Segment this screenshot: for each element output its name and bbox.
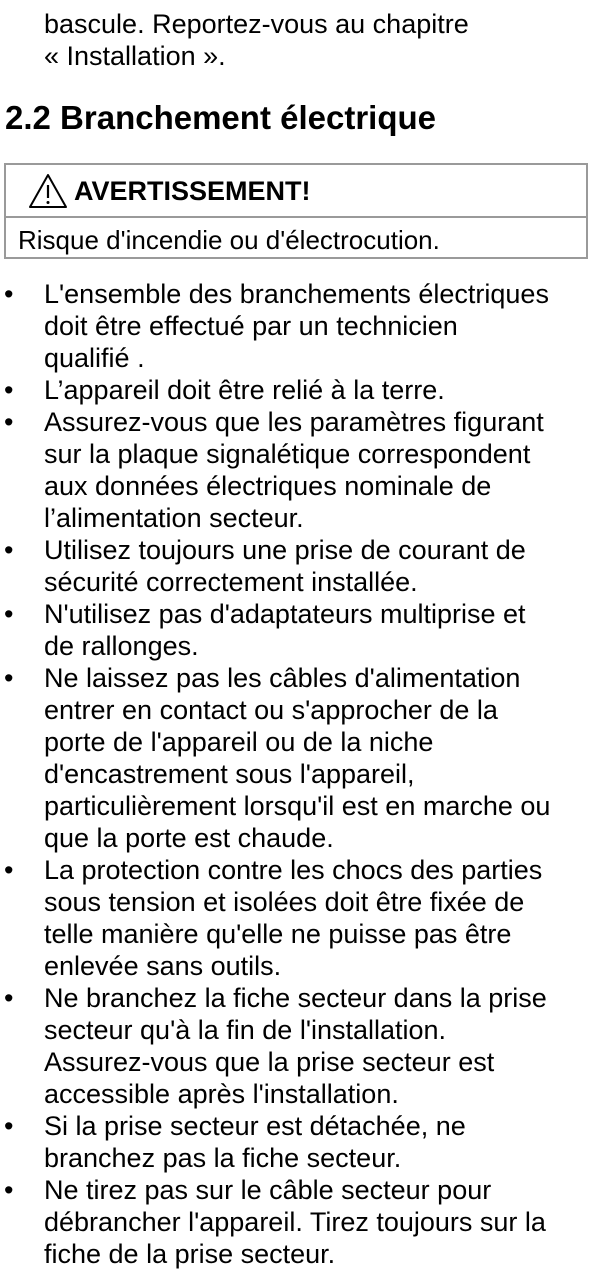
bullet-line: secteur qu'à la fin de l'installation.: [44, 1015, 447, 1045]
bullet-dot-icon: •: [4, 983, 14, 1013]
bullet-dot-icon: •: [4, 407, 14, 437]
bullet-text: [44, 374, 606, 406]
bullet-list: [0, 278, 606, 1270]
warning-text: Risque d'incendie ou d'électrocution.: [18, 225, 440, 255]
bullet-line: N'utilisez pas d'adaptateurs multiprise et: [44, 599, 526, 629]
bullet-line: enlevée sans outils.: [44, 951, 282, 981]
bullet-line: telle manière qu'elle ne puisse pas être: [44, 919, 512, 949]
warning-box: [4, 163, 588, 259]
bullet-line: Utilisez toujours une prise de courant de: [44, 535, 526, 565]
bullet-line: Assurez-vous que les paramètres figurant: [44, 407, 544, 437]
bullet-dot-icon: •: [4, 279, 14, 309]
bullet-line: Si la prise secteur est détachée, ne: [44, 1111, 466, 1141]
intro-line: « Installation ».: [44, 41, 226, 71]
bullet-line: sous tension et isolées doit être fixée de: [44, 887, 525, 917]
bullet-line: sécurité correctement installée.: [44, 567, 418, 597]
bullet-line: Ne tirez pas sur le câble secteur pour: [44, 1175, 492, 1205]
bullet-line: Ne branchez la fiche secteur dans la prise: [44, 983, 547, 1013]
warning-header: [6, 165, 586, 218]
section-title: 2.2 Branchement électrique: [5, 99, 436, 136]
bullet-line: fiche de la prise secteur.: [44, 1239, 336, 1269]
warning-title: AVERTISSEMENT!: [74, 176, 311, 206]
bullet-dot-icon: •: [4, 375, 14, 405]
warning-triangle-icon: [28, 173, 68, 209]
bullet-text: [44, 534, 606, 598]
bullet-line: débrancher l'appareil. Tirez toujours sur la: [44, 1207, 546, 1237]
bullet-line: accessible après l'installation.: [44, 1079, 399, 1109]
bullet-line: particulièrement lorsqu'il est en marche ou: [44, 791, 551, 821]
bullet-line: L'ensemble des branchements électriques: [44, 279, 549, 309]
bullet-dot-icon: •: [4, 855, 14, 885]
bullet-text: [44, 598, 606, 662]
bullet-dot-icon: •: [4, 1111, 14, 1141]
bullet-item: [0, 534, 606, 598]
bullet-item: [0, 374, 606, 406]
bullet-text: [44, 1174, 606, 1270]
intro-paragraph: [44, 8, 594, 72]
intro-line: bascule. Reportez-vous au chapitre: [44, 9, 469, 39]
bullet-line: Ne laissez pas les câbles d'alimentation: [44, 663, 521, 693]
bullet-line: Assurez-vous que la prise secteur est: [44, 1047, 495, 1077]
bullet-dot-icon: •: [4, 1175, 14, 1205]
bullet-line: entrer en contact ou s'approcher de la: [44, 695, 498, 725]
bullet-item: [0, 278, 606, 374]
bullet-line: branchez pas la fiche secteur.: [44, 1143, 402, 1173]
bullet-line: porte de l'appareil ou de la niche: [44, 727, 434, 757]
bullet-dot-icon: •: [4, 535, 14, 565]
bullet-dot-icon: •: [4, 599, 14, 629]
bullet-line: d'encastrement sous l'appareil,: [44, 759, 415, 789]
bullet-line: L’appareil doit être relié à la terre.: [44, 375, 445, 405]
bullet-item: [0, 406, 606, 534]
bullet-text: [44, 406, 606, 534]
bullet-text: [44, 982, 606, 1110]
bullet-item: [0, 1174, 606, 1270]
bullet-item: [0, 854, 606, 982]
bullet-line: que la porte est chaude.: [44, 823, 334, 853]
bullet-line: aux données électriques nominale de: [44, 471, 492, 501]
bullet-text: [44, 662, 606, 854]
bullet-dot-icon: •: [4, 663, 14, 693]
bullet-line: de rallonges.: [44, 631, 199, 661]
bullet-item: [0, 982, 606, 1110]
bullet-line: doit être effectué par un technicien: [44, 311, 458, 341]
bullet-line: La protection contre les chocs des parties: [44, 855, 543, 885]
bullet-text: [44, 1110, 606, 1174]
bullet-item: [0, 1110, 606, 1174]
bullet-line: l’alimentation secteur.: [44, 503, 304, 533]
bullet-line: sur la plaque signalétique correspondent: [44, 439, 531, 469]
bullet-text: [44, 854, 606, 982]
bullet-text: [44, 278, 606, 374]
bullet-item: [0, 662, 606, 854]
bullet-line: qualifié .: [44, 343, 145, 373]
bullet-item: [0, 598, 606, 662]
